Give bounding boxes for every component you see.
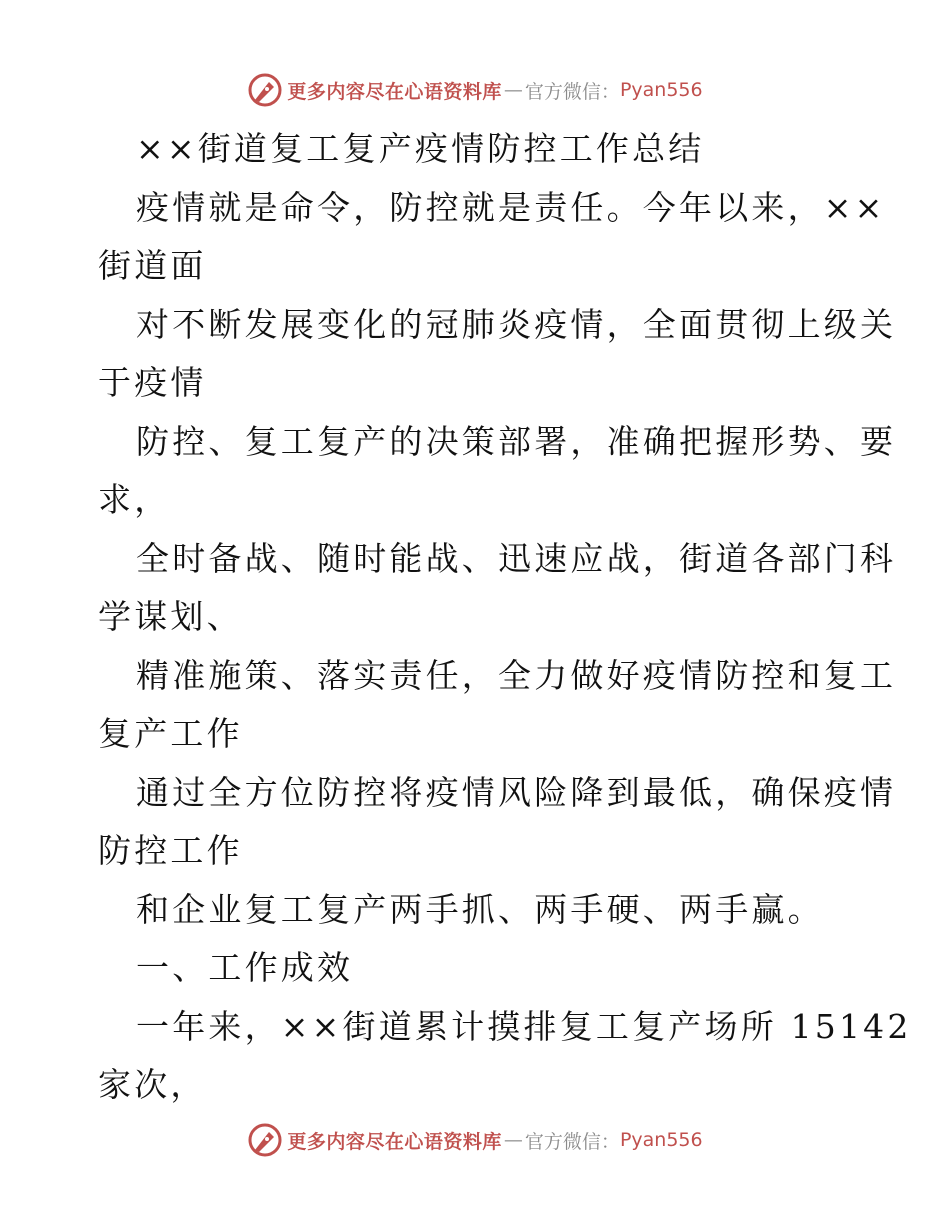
header-brand-text: 更多内容尽在心语资料库: [287, 80, 502, 103]
pen-nib-logo-icon: [247, 72, 283, 108]
header-wechat-id: Pyan556: [619, 79, 703, 101]
footer-separator: —: [503, 1129, 523, 1151]
footer-watermark-banner: [0, 1120, 950, 1160]
paragraph-line: 学谋划、: [98, 597, 243, 636]
paragraph-line: 于疫情: [98, 363, 207, 402]
paragraph-line: 求，: [98, 480, 171, 519]
paragraph-line: 家次，: [98, 1065, 207, 1104]
paragraph-line: 复产工作: [98, 714, 243, 753]
section-heading: 一、工作成效: [136, 948, 354, 987]
pen-nib-logo-icon: [247, 1122, 283, 1158]
paragraph-line: 全时备战、随时能战、迅速应战，街道各部门科: [136, 538, 897, 578]
footer-wechat-label: 官方微信：: [524, 1130, 620, 1153]
paragraph-line: 一年来，××街道累计摸排复工复产场所 15142: [136, 1006, 912, 1046]
footer-brand-text: 更多内容尽在心语资料库: [287, 1130, 502, 1153]
paragraph-line: 防控工作: [98, 831, 243, 870]
footer-wechat-id: Pyan556: [619, 1129, 703, 1151]
paragraph-line: 对不断发展变化的冠肺炎疫情，全面贯彻上级关: [136, 304, 897, 344]
paragraph-line: 街道面: [98, 246, 207, 285]
paragraph-line: 通过全方位防控将疫情风险降到最低，确保疫情: [136, 772, 897, 812]
paragraph-line: 疫情就是命令，防控就是责任。今年以来，××: [136, 187, 886, 227]
document-title: ××街道复工复产疫情防控工作总结: [136, 129, 705, 168]
header-watermark-banner: [0, 70, 950, 110]
header-separator: —: [503, 79, 523, 101]
paragraph-line: 精准施策、落实责任，全力做好疫情防控和复工: [136, 655, 897, 695]
paragraph-line: 防控、复工复产的决策部署，准确把握形势、要: [136, 421, 897, 461]
header-wechat-label: 官方微信：: [524, 80, 620, 103]
paragraph-line: 和企业复工复产两手抓、两手硬、两手赢。: [136, 889, 824, 929]
document-body: [98, 120, 912, 1115]
